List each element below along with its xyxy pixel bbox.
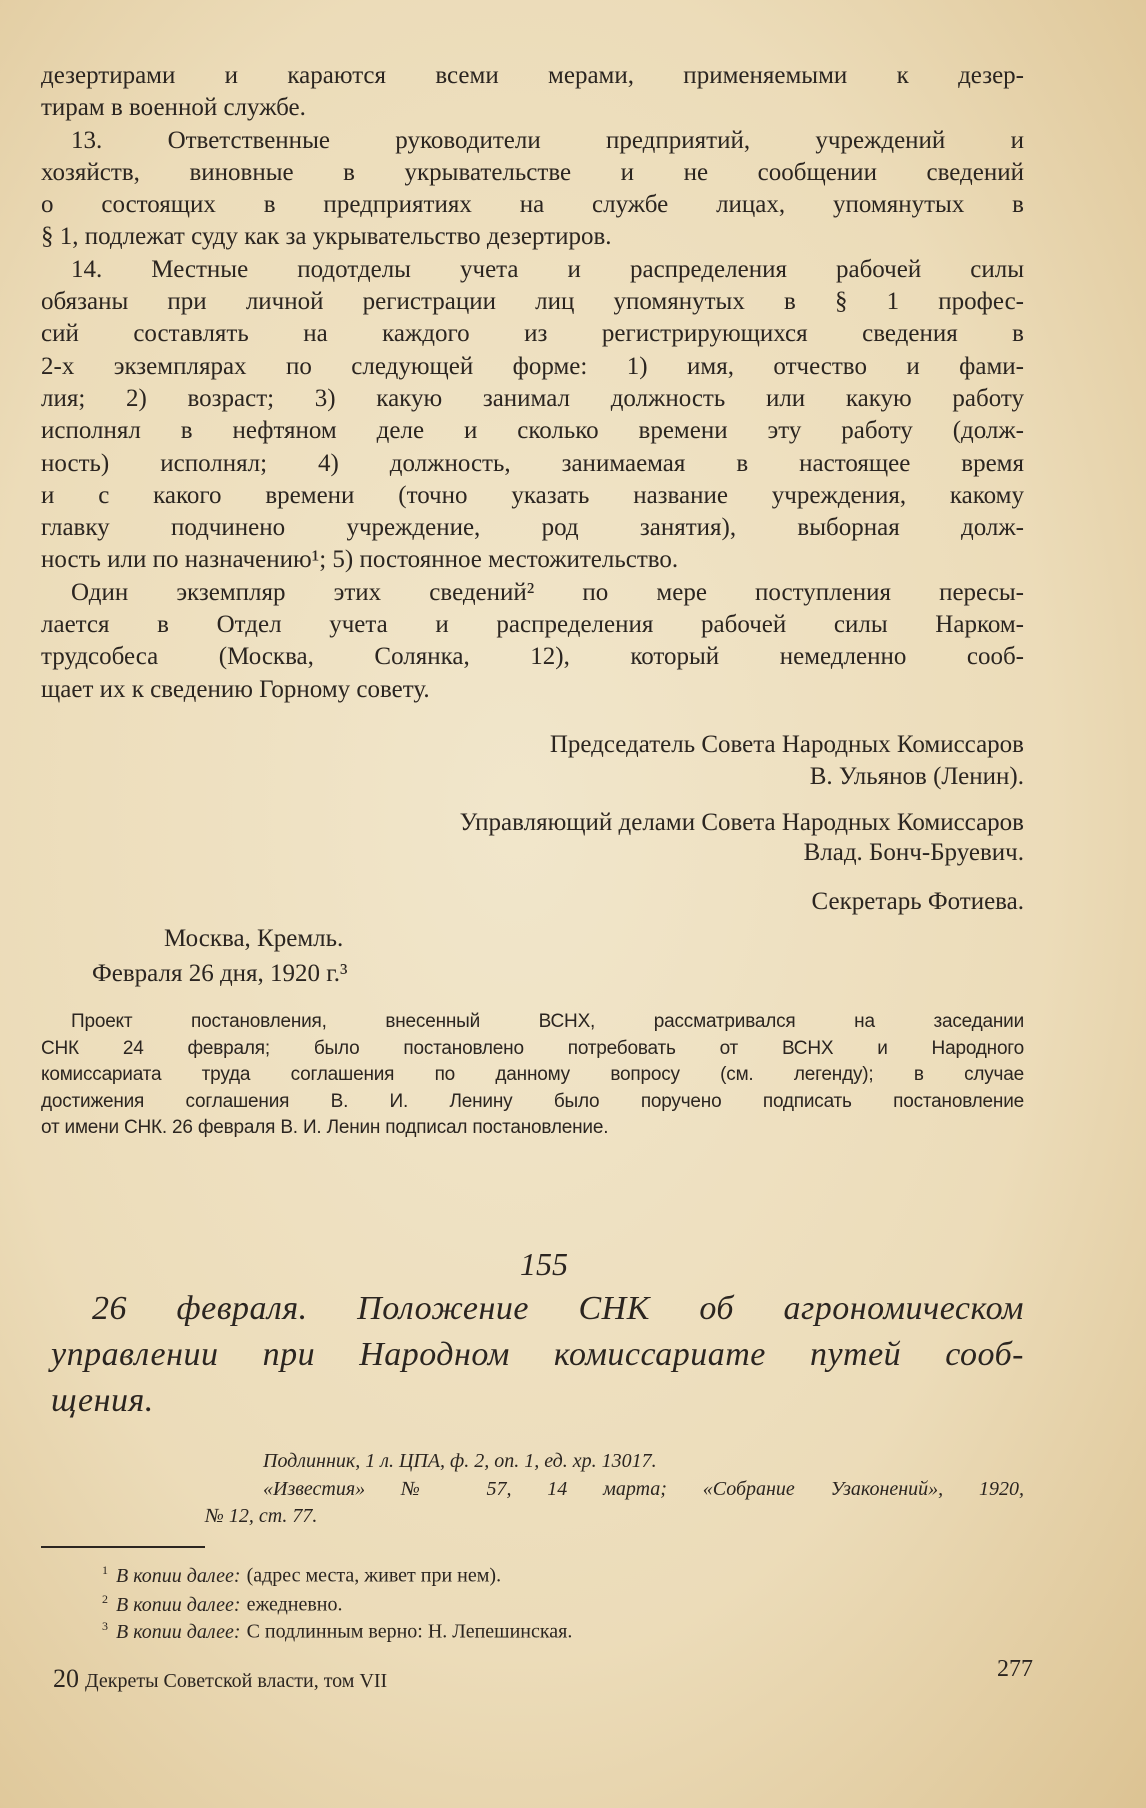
main-text <box>41 60 1024 706</box>
text-line: 13. Ответственные руководители предприятий, учреждений и <box>71 126 1024 154</box>
text-line: исполнял в нефтяном деле и сколько времени эту работу (долж- <box>41 417 1024 445</box>
source-line: № 12, ст. 77. <box>205 1505 318 1527</box>
text-line: 2-х экземплярах по следующей форме: 1) имя, отчество и фами- <box>41 352 1024 380</box>
page-footer <box>53 1664 387 1694</box>
manager-title: Управляющий делами Совета Народных Комиссаров <box>459 809 1024 836</box>
book-title: Декреты Советской власти, том VII <box>85 1670 388 1692</box>
manager-name: Влад. Бонч-Бруевич. <box>803 839 1024 866</box>
source-line: «Известия» № 57, 14 марта; «Собрание Узаконений», 1920, <box>263 1478 1024 1500</box>
footnote-label: В копии далее: <box>116 1620 241 1643</box>
date: Февраля 26 дня, 1920 г.³ <box>92 960 348 987</box>
title-line: щения. <box>51 1382 154 1419</box>
footnote-divider <box>41 1546 205 1548</box>
note-line: Проект постановления, внесенный ВСНХ, рассматривался на заседании <box>71 1011 1024 1032</box>
title-line: 26 февраля. Положение СНК об агрономическом <box>92 1290 1024 1327</box>
text-line: дезертирами и караются всеми мерами, применяемыми к дезер- <box>41 62 1024 89</box>
text-line: трудсобеса (Москва, Солянка, 12), который немедленно сооб- <box>41 643 1024 671</box>
text-line: хозяйств, виновные в укрывательстве и не сообщении сведений <box>41 158 1024 186</box>
footnote-mark: 1 <box>102 1563 108 1577</box>
document-number: 155 <box>520 1246 568 1282</box>
text-line: § 1, подлежат суду как за укрывательство дезертиров. <box>41 223 612 251</box>
footnote <box>102 1612 572 1646</box>
text-line: лия; 2) возраст; 3) какую занимал должность или какую работу <box>41 384 1024 412</box>
note-line: достижения соглашения В. И. Ленину было поручено подписать постановление <box>41 1090 1024 1112</box>
signature-mark: 20 <box>53 1664 79 1693</box>
editorial-note <box>41 1009 1024 1142</box>
secretary: Секретарь Фотиева. <box>811 888 1024 915</box>
footnote-text: С подлинным верно: Н. Лепешинская. <box>246 1620 573 1643</box>
footnote-text: (адрес места, живет при нем). <box>246 1564 502 1587</box>
text-line: сий составлять на каждого из регистрирующихся сведения в <box>41 320 1024 348</box>
text-line: тирам в военной службе. <box>41 94 306 122</box>
footnote-label: В копии далее: <box>116 1593 241 1616</box>
chair-title: Председатель Совета Народных Комиссаров <box>549 731 1024 758</box>
footnote-mark: 3 <box>102 1619 108 1633</box>
footnote-text: ежедневно. <box>246 1593 343 1616</box>
text-line: обязаны при личной регистрации лиц упомянутых в § 1 профес- <box>41 288 1024 316</box>
text-line: щает их к сведению Горному совету. <box>41 675 430 703</box>
footnote-label: В копии далее: <box>116 1564 241 1587</box>
text-line: лается в Отдел учета и распределения рабочей силы Нарком- <box>41 611 1024 639</box>
text-line: и с какого времени (точно указать название учреждения, какому <box>41 481 1024 509</box>
note-line: от имени СНК. 26 февраля В. И. Ленин подписал постановление. <box>41 1117 609 1138</box>
text-line: 14. Местные подотделы учета и распределения рабочей силы <box>71 255 1024 283</box>
chair-name: В. Ульянов (Ленин). <box>809 763 1024 790</box>
source-line: Подлинник, 1 л. ЦПА, ф. 2, оп. 1, ед. хр. 13017. <box>263 1450 657 1472</box>
title-line: управлении при Народном комиссариате путей сооб- <box>51 1336 1024 1373</box>
text-line: ность или по назначению¹; 5) постоянное местожительство. <box>41 546 679 574</box>
note-line: комиссариата труда соглашения по данному вопросу (см. легенду); в случае <box>41 1064 1024 1085</box>
text-line: Один экземпляр этих сведений² по мере поступления пересы- <box>71 578 1024 606</box>
note-line: СНК 24 февраля; было постановлено потребовать от ВСНХ и Народного <box>41 1037 1024 1059</box>
text-line: главку подчинено учреждение, род занятия), выборная долж- <box>41 514 1024 542</box>
footnote-mark: 2 <box>102 1592 108 1606</box>
document-title <box>41 1286 1024 1424</box>
place: Москва, Кремль. <box>164 925 344 952</box>
text-line: ность) исполнял; 4) должность, занимаемая в настоящее время <box>41 449 1024 477</box>
text-line: о состоящих в предприятиях на службе лицах, упомянутых в <box>41 191 1024 219</box>
page-number: 277 <box>997 1656 1033 1682</box>
